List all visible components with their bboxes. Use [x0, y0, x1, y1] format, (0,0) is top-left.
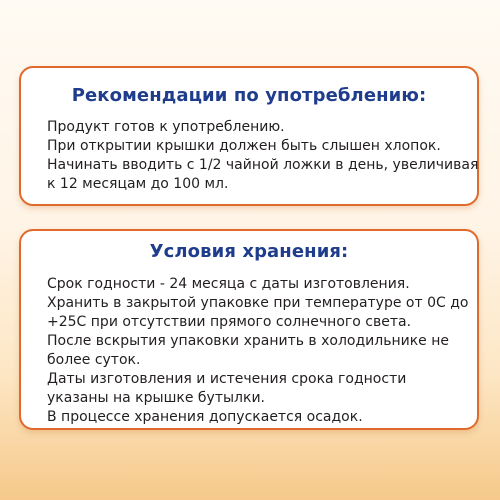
storage-line-dates: Даты изготовления и истечения срока годности [47, 371, 407, 387]
temperature-text-2: +25 [47, 314, 77, 330]
storage-line-sediment: В процессе хранения допускается осадок. [47, 409, 363, 425]
usage-text [21, 118, 477, 194]
temperature-text-1: Хранить в закрытой упаковке при температуре от 0 [47, 295, 436, 311]
storage-line-day: более суток. [47, 352, 141, 368]
storage-line-temperature-2 [47, 313, 467, 332]
storage-line-temperature [47, 294, 467, 313]
usage-title: Рекомендации по употреблению: [71, 85, 427, 106]
usage-line: Продукт готов к употреблению. [47, 119, 285, 135]
usage-line: Начинать вводить с 1/2 чайной ложки в день, увеличивая [47, 157, 479, 173]
storage-conditions-card [19, 229, 479, 430]
storage-line-after-opening: После вскрытия упаковки хранить в холодильнике не [47, 333, 450, 349]
storage-line-cap: указаны на крышке бутылки. [47, 390, 265, 406]
storage-title: Условия хранения: [149, 241, 349, 262]
usage-line: к 12 месяцам до 100 мл. [47, 176, 229, 192]
storage-line-shelf-life: Срок годности - 24 месяца с даты изготовления. [47, 276, 410, 292]
temperature-unit-2: С при отсутствии прямого солнечного света. [76, 314, 412, 330]
temperature-unit-1: С до [436, 295, 469, 311]
usage-recommendations-card [19, 66, 479, 206]
usage-line: При открытии крышки должен быть слышен хлопок. [47, 138, 441, 154]
storage-text [21, 275, 477, 427]
